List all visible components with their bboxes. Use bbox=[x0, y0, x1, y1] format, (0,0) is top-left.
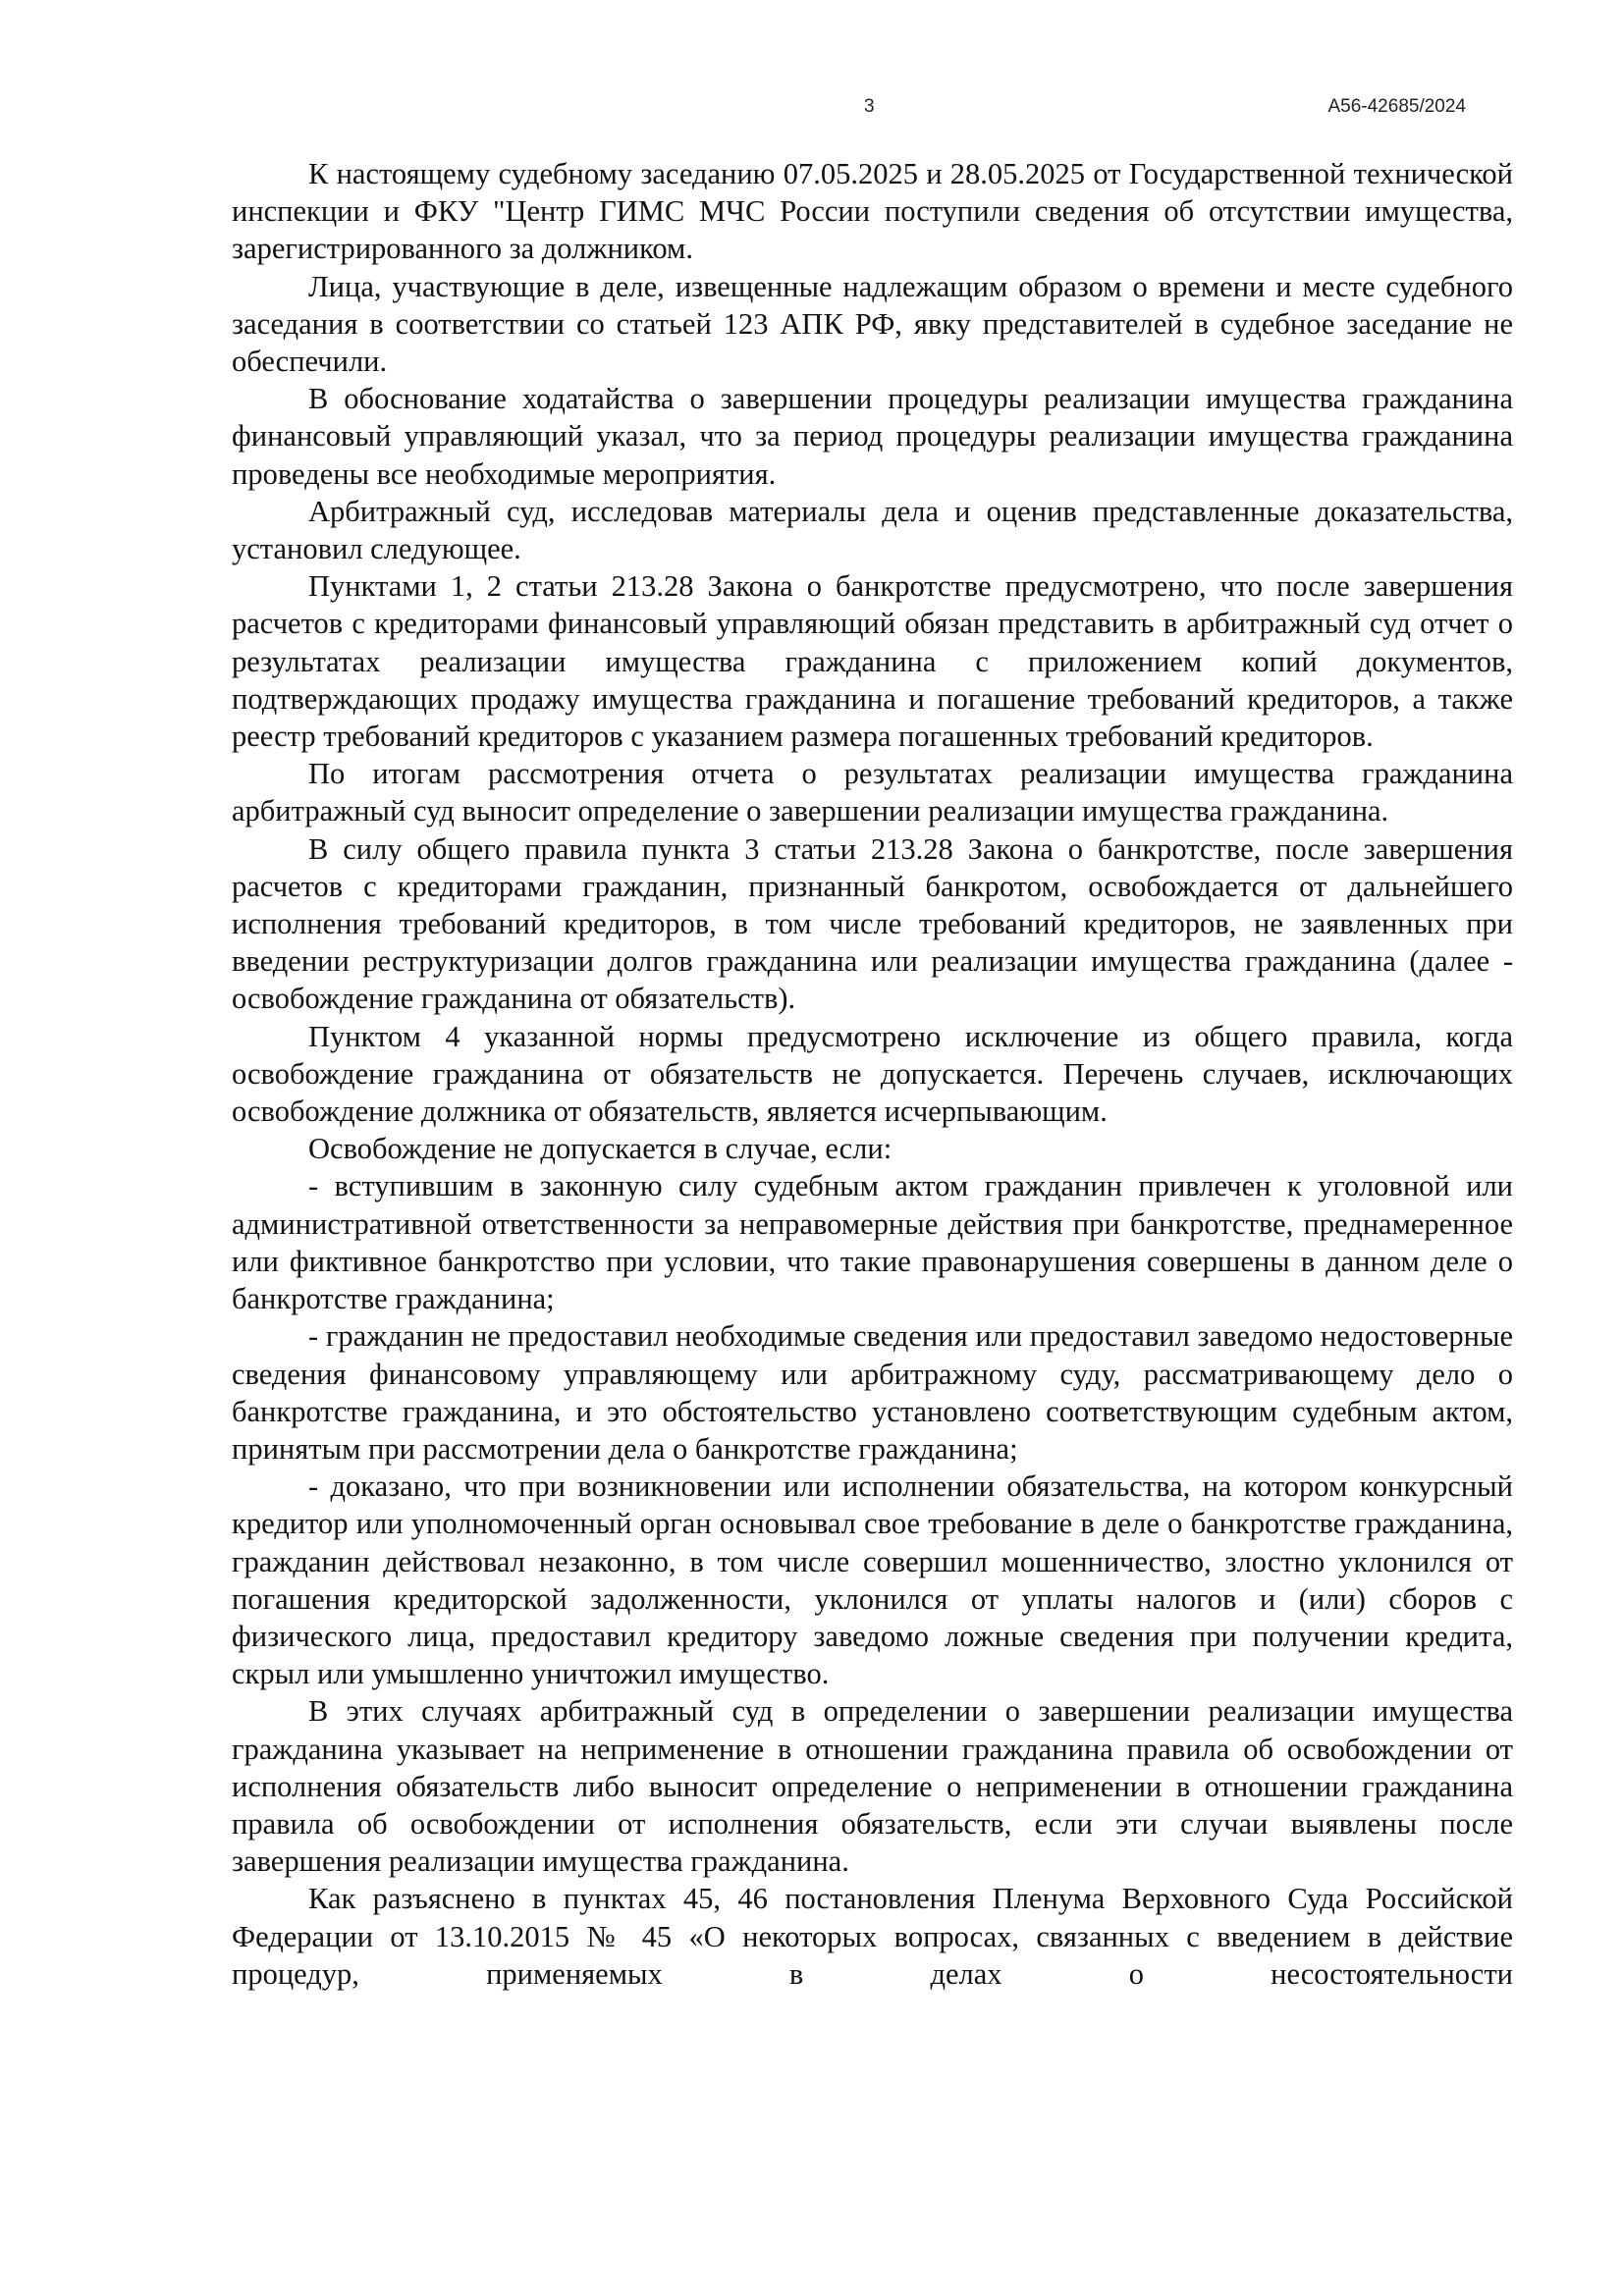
paragraph: В этих случаях арбитражный суд в определении о завершении реализации имущества гражданина указывает на неприменение в отношении гражданина правила об освобождении от исполнения обязательств либо выносит определение о неприменении в отношении гражданина правила об освобождении от исполнения обязательств, если эти случаи выявлены после завершения реализации имущества гражданина. bbox=[232, 1694, 1513, 1879]
paragraph: Пунктами 1, 2 статьи 213.28 Закона о банкротстве предусмотрено, что после завершения расчетов с кредиторами финансовый управляющий обязан представить в арбитражный суд отчет о результатах реализации имущества гражданина с приложением копий документов, подтверждающих продажу имущества гражданина и погашение требований кредиторов, а также реестр требований кредиторов с указанием размера погашенных требований кредиторов. bbox=[232, 569, 1513, 754]
paragraph: Как разъяснено в пунктах 45, 46 постановления Пленума Верховного Суда Российской Федерации от 13.10.2015 № 45 «О некоторых вопросах, связанных с введением в действие процедур, применяемых в делах о несостоятельности bbox=[232, 1882, 1513, 1991]
list-item-paragraph: - вступившим в законную силу судебным актом гражданин привлечен к уголовной или административной ответственности за неправомерные действия при банкротстве, преднамеренное или фиктивное банкротство при условии, что такие правонарушения совершены в данном деле о банкротстве гражданина; bbox=[232, 1169, 1513, 1316]
paragraph: Освобождение не допускается в случае, если: bbox=[308, 1132, 893, 1166]
page-header bbox=[0, 96, 1623, 126]
list-item-paragraph: - гражданин не предоставил необходимые сведения или предоставил заведомо недостоверные сведения финансовому управляющему или арбитражному суду, рассматривающему дело о банкротстве гражданина, и это обстоятельство установлено соответствующим судебным актом, принятым при рассмотрении дела о банкротстве гражданина; bbox=[232, 1319, 1513, 1466]
page-number: 3 bbox=[864, 96, 875, 117]
paragraph: В силу общего правила пункта 3 статьи 213.28 Закона о банкротстве, после завершения расчетов с кредиторами гражданин, признанный банкротом, освобождается от дальнейшего исполнения требований кредиторов, в том числе требований кредиторов, не заявленных при введении реструктуризации долгов гражданина или реализации имущества гражданина (далее - освобождение гражданина от обязательств). bbox=[232, 831, 1513, 1016]
paragraph: Пунктом 4 указанной нормы предусмотрено исключение из общего правила, когда освобождение гражданина от обязательств не допускается. Перечень случаев, исключающих освобождение должника от обязательств, является исчерпывающим. bbox=[232, 1019, 1513, 1129]
document-body bbox=[232, 155, 1513, 1993]
paragraph: Арбитражный суд, исследовав материалы дела и оценив представленные доказательства, установил следующее. bbox=[232, 494, 1513, 566]
paragraph: К настоящему судебному заседанию 07.05.2025 и 28.05.2025 от Государственной технической инспекции и ФКУ "Центр ГИМС МЧС России поступили сведения об отсутствии имущества, зарегистрированного за должником. bbox=[232, 157, 1513, 266]
paragraph: Лица, участвующие в деле, извещенные надлежащим образом о времени и месте судебного заседания в соответствии со статьей 123 АПК РФ, явку представителей в судебное заседание не обеспечили. bbox=[232, 269, 1513, 379]
paragraph: В обоснование ходатайства о завершении процедуры реализации имущества гражданина финансовый управляющий указал, что за период процедуры реализации имущества гражданина проведены все необходимые мероприятия. bbox=[232, 382, 1513, 491]
case-number: А56-42685/2024 bbox=[1327, 96, 1466, 117]
list-item-paragraph: - доказано, что при возникновении или исполнении обязательства, на котором конкурсный кредитор или уполномоченный орган основывал свое требование в деле о банкротстве гражданина, гражданин действовал незаконно, в том числе совершил мошенничество, злостно уклонился от погашения кредиторской задолженности, уклонился от уплаты налогов и (или) сборов с физического лица, предоставил кредитору заведомо ложные сведения при получении кредита, скрыл или умышленно уничтожил имущество. bbox=[232, 1469, 1513, 1691]
paragraph: По итогам рассмотрения отчета о результатах реализации имущества гражданина арбитражный суд выносит определение о завершении реализации имущества гражданина. bbox=[232, 757, 1513, 828]
